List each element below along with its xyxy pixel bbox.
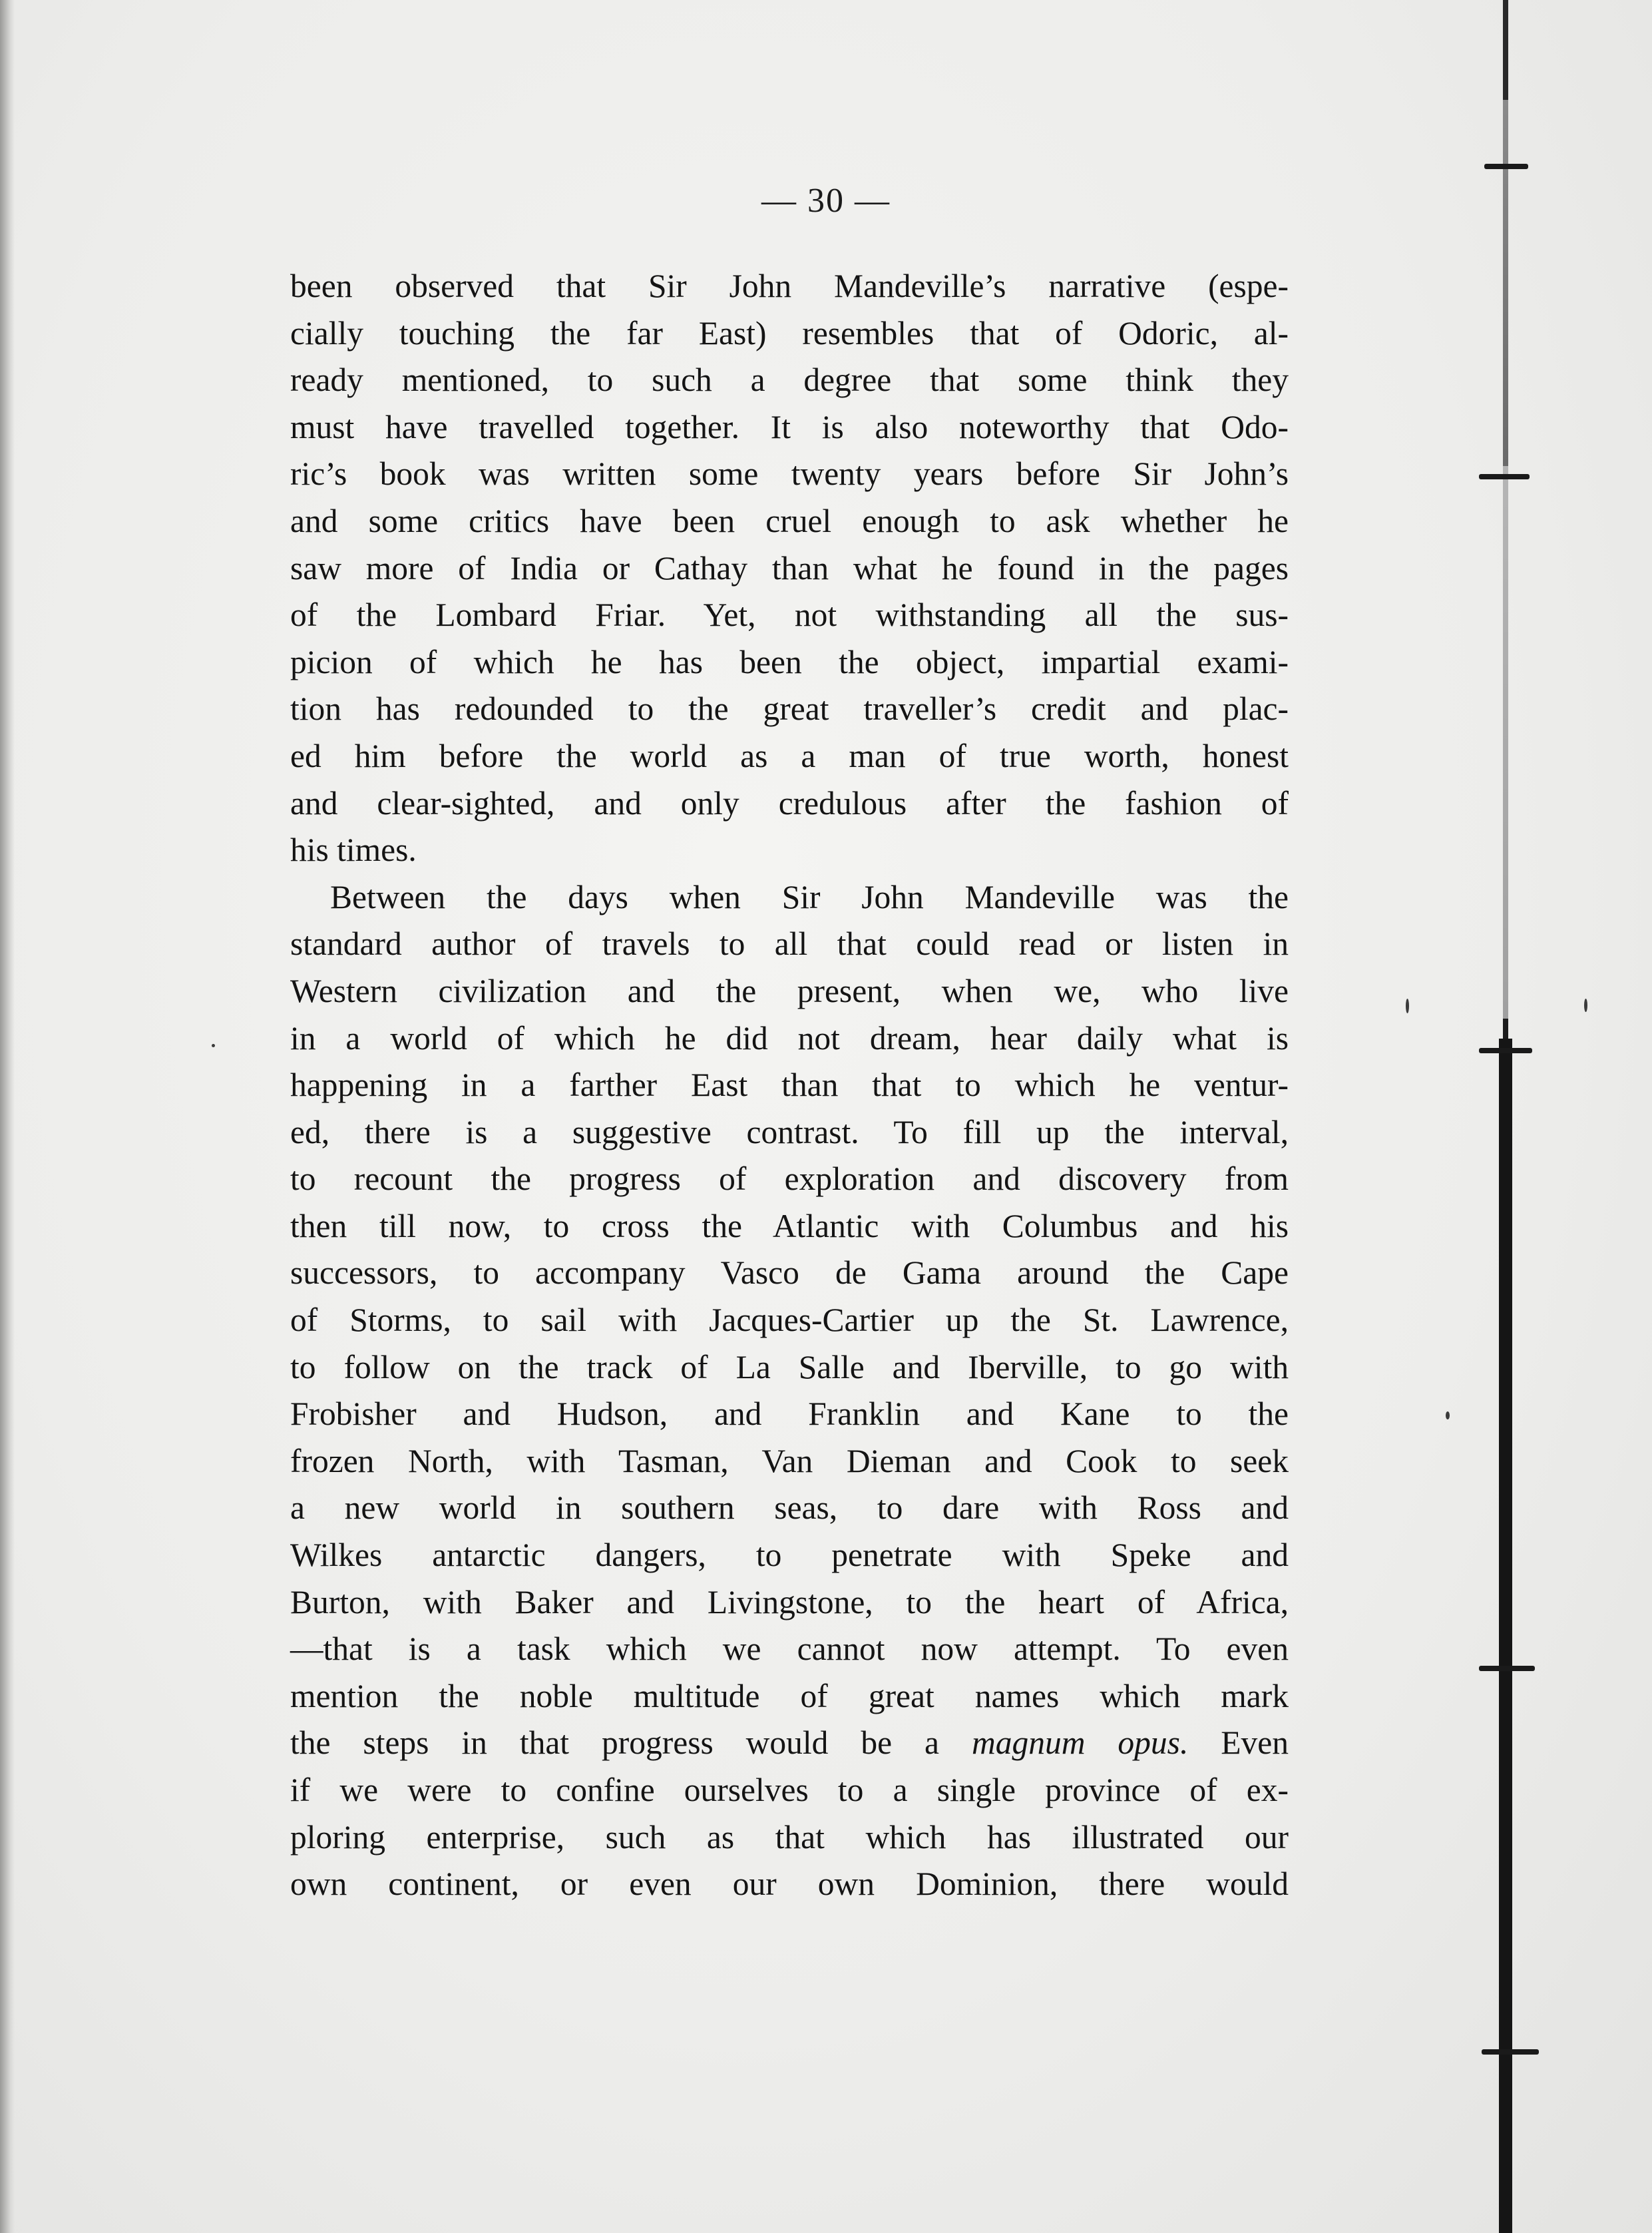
text-segment: Even bbox=[1188, 1724, 1289, 1762]
text-line: ed him before the world as a man of true worth, honest bbox=[290, 737, 1289, 774]
text-line: in a world of which he did not dream, hear daily what is bbox=[290, 1019, 1289, 1057]
scan-speck bbox=[1446, 1411, 1450, 1419]
text-line: to follow on the track of La Salle and Iberville, to go with bbox=[290, 1348, 1289, 1385]
binding-stitch bbox=[1484, 164, 1528, 169]
text-line: Burton, with Baker and Livingstone, to the heart of Africa, bbox=[290, 1583, 1289, 1620]
text-line: happening in a farther East than that to which he ventur- bbox=[290, 1067, 1289, 1104]
page-edge-shadow bbox=[0, 0, 15, 2233]
binding-stitch bbox=[1482, 2049, 1539, 2055]
text-line: and clear-sighted, and only credulous after the fashion of bbox=[290, 784, 1289, 822]
body-text bbox=[290, 263, 1289, 1908]
text-line: and some critics have been cruel enough to ask whether he bbox=[290, 502, 1289, 539]
text-line: ploring enterprise, such as that which has illustrated our bbox=[290, 1818, 1289, 1856]
binding-stitch bbox=[1479, 474, 1530, 479]
text-line: —that is a task which we cannot now attempt. To even bbox=[290, 1630, 1289, 1668]
text-line: Western civilization and the present, when we, who live bbox=[290, 972, 1289, 1009]
text-line: frozen North, with Tasman, Van Dieman and Cook to seek bbox=[290, 1442, 1289, 1479]
text-line: Between the days when Sir John Mandeville was the bbox=[330, 878, 1289, 915]
text-line: Frobisher and Hudson, and Franklin and Kane to the bbox=[290, 1395, 1289, 1433]
text-line: must have travelled together. It is also noteworthy that Odo- bbox=[290, 408, 1289, 445]
text-line: a new world in southern seas, to dare with Ross and bbox=[290, 1489, 1289, 1527]
text-line: picion of which he has been the object, impartial exami- bbox=[290, 643, 1289, 680]
text-segment: the steps in that progress would be a bbox=[290, 1724, 972, 1762]
text-line: mention the noble multitude of great names which mark bbox=[290, 1677, 1289, 1714]
text-line: saw more of India or Cathay than what he found in the pages bbox=[290, 549, 1289, 587]
page-number: — 30 — bbox=[761, 182, 891, 220]
text-line: his times. bbox=[290, 832, 417, 869]
binding-stitch bbox=[1479, 1048, 1532, 1053]
text-line: ed, there is a suggestive contrast. To fill up the interval, bbox=[290, 1113, 1289, 1150]
scan-speck bbox=[1406, 999, 1409, 1013]
text-line: been observed that Sir John Mandeville’s narrative (espe- bbox=[290, 268, 1289, 304]
italic-phrase: magnum opus. bbox=[971, 1724, 1189, 1762]
text-line: cially touching the far East) resembles that of Odoric, al- bbox=[290, 314, 1289, 352]
text-line: own continent, or even our own Dominion, there would bbox=[290, 1865, 1289, 1903]
text-line: ready mentioned, to such a degree that some think they bbox=[290, 362, 1289, 399]
text-line: standard author of travels to all that could read or listen in bbox=[290, 925, 1289, 963]
scan-speck bbox=[212, 1044, 215, 1047]
text-line: ric’s book was written some twenty years before Sir John’s bbox=[290, 455, 1289, 493]
scan-speck bbox=[1584, 999, 1587, 1012]
text-line: successors, to accompany Vasco de Gama around the Cape bbox=[290, 1254, 1289, 1292]
binding-edge bbox=[1479, 0, 1652, 2233]
text-line: then till now, to cross the Atlantic with Columbus and his bbox=[290, 1207, 1289, 1244]
text-line: if we were to confine ourselves to a single province of ex- bbox=[290, 1772, 1289, 1808]
text-line: to recount the progress of exploration and discovery from bbox=[290, 1160, 1289, 1198]
paragraph bbox=[290, 874, 1289, 1908]
text-line: of the Lombard Friar. Yet, not withstanding all the sus- bbox=[290, 597, 1289, 634]
paragraph bbox=[290, 263, 1289, 874]
text-line: Wilkes antarctic dangers, to penetrate with Speke and bbox=[290, 1537, 1289, 1574]
text-line-with-italic bbox=[290, 1720, 1289, 1767]
binding-stitch bbox=[1479, 1666, 1535, 1671]
text-line: tion has redounded to the great traveller’s credit and plac- bbox=[290, 690, 1289, 728]
text-line: of Storms, to sail with Jacques-Cartier up the St. Lawrence, bbox=[290, 1302, 1289, 1339]
